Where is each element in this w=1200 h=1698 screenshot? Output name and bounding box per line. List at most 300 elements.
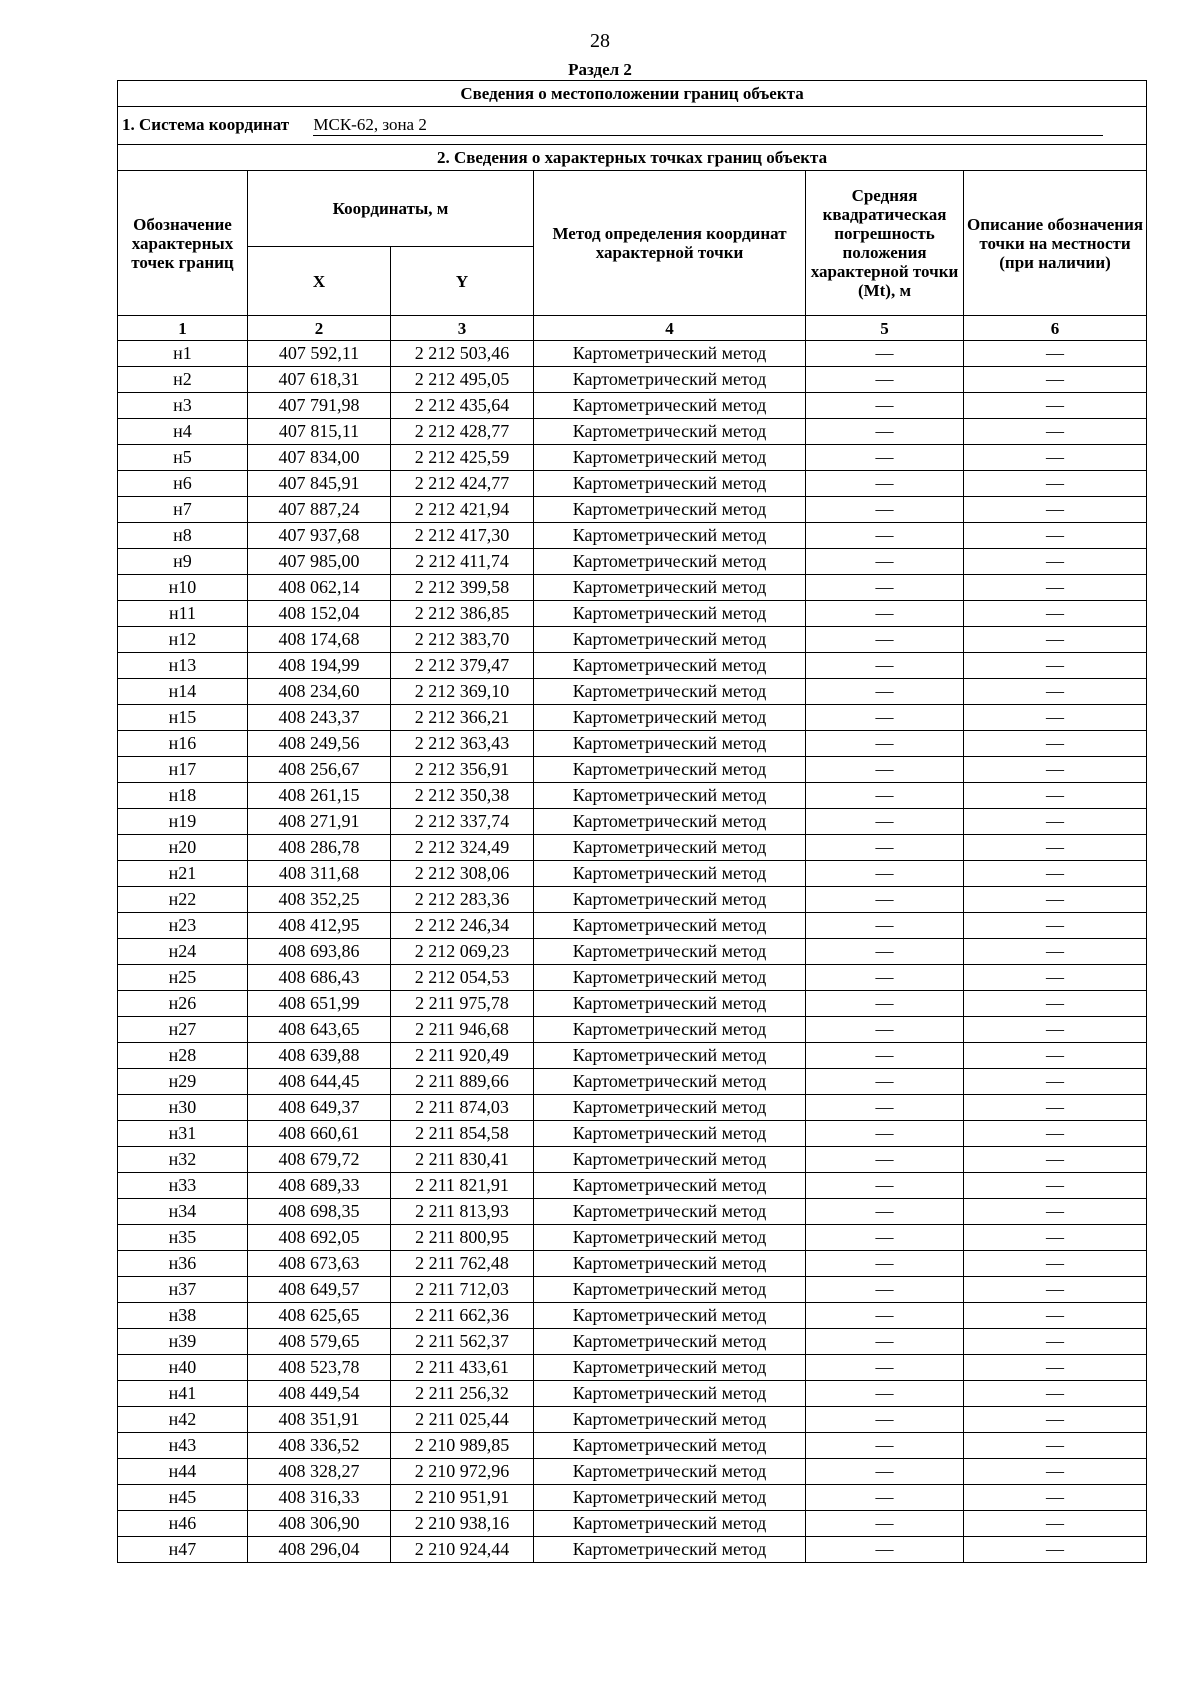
table-row: [118, 1121, 1147, 1147]
table-row: [118, 367, 1147, 393]
y-coordinate-cell: 2 212 283,36: [391, 887, 534, 913]
error-cell: —: [806, 445, 964, 471]
error-cell: —: [806, 835, 964, 861]
error-cell: —: [806, 1303, 964, 1329]
page-number: 28: [590, 30, 610, 52]
points-title-row: [118, 145, 1147, 171]
method-cell: Картометрический метод: [534, 861, 806, 887]
error-cell: —: [806, 913, 964, 939]
x-coordinate-cell: 407 985,00: [248, 549, 391, 575]
description-cell: —: [964, 705, 1147, 731]
table-row: [118, 939, 1147, 965]
table-row: [118, 705, 1147, 731]
point-id-cell: н37: [118, 1277, 248, 1303]
description-cell: —: [964, 575, 1147, 601]
error-cell: —: [806, 1199, 964, 1225]
error-cell: —: [806, 783, 964, 809]
header-method: Метод определения координат характерной точки: [534, 171, 806, 316]
method-cell: Картометрический метод: [534, 471, 806, 497]
method-cell: Картометрический метод: [534, 627, 806, 653]
error-cell: —: [806, 341, 964, 367]
x-coordinate-cell: 408 673,63: [248, 1251, 391, 1277]
column-number: 4: [534, 316, 806, 341]
method-cell: Картометрический метод: [534, 1095, 806, 1121]
y-coordinate-cell: 2 212 383,70: [391, 627, 534, 653]
point-id-cell: н32: [118, 1147, 248, 1173]
y-coordinate-cell: 2 212 503,46: [391, 341, 534, 367]
description-cell: —: [964, 757, 1147, 783]
y-coordinate-cell: 2 211 762,48: [391, 1251, 534, 1277]
error-cell: —: [806, 627, 964, 653]
table-row: [118, 1511, 1147, 1537]
y-coordinate-cell: 2 212 308,06: [391, 861, 534, 887]
y-coordinate-cell: 2 212 366,21: [391, 705, 534, 731]
y-coordinate-cell: 2 212 054,53: [391, 965, 534, 991]
description-cell: —: [964, 939, 1147, 965]
y-coordinate-cell: 2 211 256,32: [391, 1381, 534, 1407]
y-coordinate-cell: 2 211 854,58: [391, 1121, 534, 1147]
table-row: [118, 549, 1147, 575]
method-cell: Картометрический метод: [534, 757, 806, 783]
error-cell: —: [806, 393, 964, 419]
coordinate-system-label: 1. Система координат: [122, 114, 290, 134]
method-cell: Картометрический метод: [534, 1017, 806, 1043]
table-row: [118, 731, 1147, 757]
method-cell: Картометрический метод: [534, 1147, 806, 1173]
point-id-cell: н45: [118, 1485, 248, 1511]
x-coordinate-cell: 408 651,99: [248, 991, 391, 1017]
point-id-cell: н41: [118, 1381, 248, 1407]
x-coordinate-cell: 408 336,52: [248, 1433, 391, 1459]
point-id-cell: н11: [118, 601, 248, 627]
point-id-cell: н40: [118, 1355, 248, 1381]
error-cell: —: [806, 1485, 964, 1511]
point-id-cell: н3: [118, 393, 248, 419]
error-cell: —: [806, 1095, 964, 1121]
table-row: [118, 1225, 1147, 1251]
method-cell: Картометрический метод: [534, 601, 806, 627]
header-coordinates: Координаты, м: [248, 171, 534, 247]
point-id-cell: н38: [118, 1303, 248, 1329]
description-cell: —: [964, 1173, 1147, 1199]
description-cell: —: [964, 393, 1147, 419]
x-coordinate-cell: 408 449,54: [248, 1381, 391, 1407]
description-cell: —: [964, 1199, 1147, 1225]
y-coordinate-cell: 2 212 246,34: [391, 913, 534, 939]
y-coordinate-cell: 2 210 951,91: [391, 1485, 534, 1511]
description-cell: —: [964, 835, 1147, 861]
method-cell: Картометрический метод: [534, 1459, 806, 1485]
table-row: [118, 1433, 1147, 1459]
y-coordinate-cell: 2 212 324,49: [391, 835, 534, 861]
point-id-cell: н21: [118, 861, 248, 887]
y-coordinate-cell: 2 212 356,91: [391, 757, 534, 783]
table-row: [118, 887, 1147, 913]
table-row: [118, 1485, 1147, 1511]
description-cell: —: [964, 1329, 1147, 1355]
method-cell: Картометрический метод: [534, 1537, 806, 1563]
y-coordinate-cell: 2 210 989,85: [391, 1433, 534, 1459]
y-coordinate-cell: 2 212 369,10: [391, 679, 534, 705]
x-coordinate-cell: 408 152,04: [248, 601, 391, 627]
column-number-row: [118, 316, 1147, 341]
table-row: [118, 965, 1147, 991]
point-id-cell: н35: [118, 1225, 248, 1251]
description-cell: —: [964, 1537, 1147, 1563]
description-cell: —: [964, 471, 1147, 497]
x-coordinate-cell: 408 643,65: [248, 1017, 391, 1043]
x-coordinate-cell: 408 234,60: [248, 679, 391, 705]
method-cell: Картометрический метод: [534, 991, 806, 1017]
error-cell: —: [806, 601, 964, 627]
method-cell: Картометрический метод: [534, 939, 806, 965]
description-cell: —: [964, 627, 1147, 653]
error-cell: —: [806, 1433, 964, 1459]
description-cell: —: [964, 1303, 1147, 1329]
column-number: 5: [806, 316, 964, 341]
point-id-cell: н13: [118, 653, 248, 679]
description-cell: —: [964, 861, 1147, 887]
error-cell: —: [806, 1381, 964, 1407]
method-cell: Картометрический метод: [534, 1381, 806, 1407]
description-cell: —: [964, 991, 1147, 1017]
y-coordinate-cell: 2 211 712,03: [391, 1277, 534, 1303]
error-cell: —: [806, 705, 964, 731]
error-cell: —: [806, 1017, 964, 1043]
y-coordinate-cell: 2 212 379,47: [391, 653, 534, 679]
x-coordinate-cell: 408 660,61: [248, 1121, 391, 1147]
method-cell: Картометрический метод: [534, 1173, 806, 1199]
table-row: [118, 1147, 1147, 1173]
point-id-cell: н46: [118, 1511, 248, 1537]
description-cell: —: [964, 965, 1147, 991]
method-cell: Картометрический метод: [534, 1277, 806, 1303]
description-cell: —: [964, 523, 1147, 549]
y-coordinate-cell: 2 210 938,16: [391, 1511, 534, 1537]
x-coordinate-cell: 407 592,11: [248, 341, 391, 367]
method-cell: Картометрический метод: [534, 1407, 806, 1433]
point-id-cell: н22: [118, 887, 248, 913]
method-cell: Картометрический метод: [534, 1329, 806, 1355]
y-coordinate-cell: 2 212 363,43: [391, 731, 534, 757]
x-coordinate-cell: 408 679,72: [248, 1147, 391, 1173]
table-row: [118, 419, 1147, 445]
x-coordinate-cell: 407 815,11: [248, 419, 391, 445]
method-cell: Картометрический метод: [534, 341, 806, 367]
column-number: 1: [118, 316, 248, 341]
y-coordinate-cell: 2 212 399,58: [391, 575, 534, 601]
method-cell: Картометрический метод: [534, 367, 806, 393]
error-cell: —: [806, 575, 964, 601]
table-row: [118, 1095, 1147, 1121]
error-cell: —: [806, 939, 964, 965]
section-label: Раздел 2: [568, 60, 632, 79]
header-designation: Обозначение характерных точек границ: [118, 171, 248, 316]
table-row: [118, 1043, 1147, 1069]
y-coordinate-cell: 2 211 830,41: [391, 1147, 534, 1173]
y-coordinate-cell: 2 211 889,66: [391, 1069, 534, 1095]
y-coordinate-cell: 2 211 662,36: [391, 1303, 534, 1329]
point-id-cell: н6: [118, 471, 248, 497]
description-cell: —: [964, 1459, 1147, 1485]
y-coordinate-cell: 2 211 025,44: [391, 1407, 534, 1433]
method-cell: Картометрический метод: [534, 1043, 806, 1069]
column-number: 6: [964, 316, 1147, 341]
x-coordinate-cell: 408 316,33: [248, 1485, 391, 1511]
table-row: [118, 627, 1147, 653]
header-row-1: [118, 171, 1147, 247]
description-cell: —: [964, 1381, 1147, 1407]
description-cell: —: [964, 887, 1147, 913]
point-id-cell: н28: [118, 1043, 248, 1069]
point-id-cell: н2: [118, 367, 248, 393]
table-row: [118, 809, 1147, 835]
error-cell: —: [806, 991, 964, 1017]
error-cell: —: [806, 1069, 964, 1095]
table-row: [118, 1407, 1147, 1433]
point-id-cell: н16: [118, 731, 248, 757]
description-cell: —: [964, 1251, 1147, 1277]
boundary-points-table: [117, 80, 1147, 1563]
table-row: [118, 471, 1147, 497]
table-row: [118, 523, 1147, 549]
x-coordinate-cell: 408 686,43: [248, 965, 391, 991]
point-id-cell: н17: [118, 757, 248, 783]
point-id-cell: н5: [118, 445, 248, 471]
point-id-cell: н8: [118, 523, 248, 549]
description-cell: —: [964, 1069, 1147, 1095]
method-cell: Картометрический метод: [534, 1485, 806, 1511]
method-cell: Картометрический метод: [534, 1511, 806, 1537]
error-cell: —: [806, 887, 964, 913]
description-cell: —: [964, 731, 1147, 757]
point-id-cell: н34: [118, 1199, 248, 1225]
error-cell: —: [806, 679, 964, 705]
point-id-cell: н14: [118, 679, 248, 705]
table-row: [118, 679, 1147, 705]
table-row: [118, 601, 1147, 627]
error-cell: —: [806, 1537, 964, 1563]
table-row: [118, 1381, 1147, 1407]
coordinate-system-cell: [118, 107, 1147, 145]
point-id-cell: н20: [118, 835, 248, 861]
point-id-cell: н30: [118, 1095, 248, 1121]
point-id-cell: н9: [118, 549, 248, 575]
method-cell: Картометрический метод: [534, 575, 806, 601]
x-coordinate-cell: 408 194,99: [248, 653, 391, 679]
method-cell: Картометрический метод: [534, 783, 806, 809]
method-cell: Картометрический метод: [534, 705, 806, 731]
y-coordinate-cell: 2 212 425,59: [391, 445, 534, 471]
error-cell: —: [806, 757, 964, 783]
x-coordinate-cell: 408 644,45: [248, 1069, 391, 1095]
y-coordinate-cell: 2 212 435,64: [391, 393, 534, 419]
error-cell: —: [806, 1225, 964, 1251]
point-id-cell: н29: [118, 1069, 248, 1095]
y-coordinate-cell: 2 211 920,49: [391, 1043, 534, 1069]
x-coordinate-cell: 408 256,67: [248, 757, 391, 783]
table-row: [118, 1017, 1147, 1043]
description-cell: —: [964, 601, 1147, 627]
description-cell: —: [964, 1485, 1147, 1511]
y-coordinate-cell: 2 212 421,94: [391, 497, 534, 523]
y-coordinate-cell: 2 210 924,44: [391, 1537, 534, 1563]
description-cell: —: [964, 1433, 1147, 1459]
header-description: Описание обозначения точки на местности (при наличии): [964, 171, 1147, 316]
point-id-cell: н27: [118, 1017, 248, 1043]
error-cell: —: [806, 861, 964, 887]
error-cell: —: [806, 497, 964, 523]
table-title: Сведения о местоположении границ объекта: [118, 81, 1147, 107]
description-cell: —: [964, 913, 1147, 939]
y-coordinate-cell: 2 212 411,74: [391, 549, 534, 575]
table-row: [118, 913, 1147, 939]
y-coordinate-cell: 2 212 386,85: [391, 601, 534, 627]
point-id-cell: н36: [118, 1251, 248, 1277]
column-number: 3: [391, 316, 534, 341]
point-id-cell: н39: [118, 1329, 248, 1355]
table-row: [118, 1069, 1147, 1095]
description-cell: —: [964, 1017, 1147, 1043]
error-cell: —: [806, 471, 964, 497]
error-cell: —: [806, 731, 964, 757]
y-coordinate-cell: 2 211 946,68: [391, 1017, 534, 1043]
y-coordinate-cell: 2 210 972,96: [391, 1459, 534, 1485]
x-coordinate-cell: 408 306,90: [248, 1511, 391, 1537]
error-cell: —: [806, 367, 964, 393]
x-coordinate-cell: 408 625,65: [248, 1303, 391, 1329]
error-cell: —: [806, 1511, 964, 1537]
description-cell: —: [964, 367, 1147, 393]
table-row: [118, 341, 1147, 367]
description-cell: —: [964, 1095, 1147, 1121]
method-cell: Картометрический метод: [534, 653, 806, 679]
x-coordinate-cell: 408 649,37: [248, 1095, 391, 1121]
point-id-cell: н44: [118, 1459, 248, 1485]
point-id-cell: н1: [118, 341, 248, 367]
method-cell: Картометрический метод: [534, 809, 806, 835]
description-cell: —: [964, 653, 1147, 679]
error-cell: —: [806, 1459, 964, 1485]
description-cell: —: [964, 1277, 1147, 1303]
error-cell: —: [806, 1355, 964, 1381]
x-coordinate-cell: 408 296,04: [248, 1537, 391, 1563]
table-row: [118, 1329, 1147, 1355]
description-cell: —: [964, 809, 1147, 835]
error-cell: —: [806, 653, 964, 679]
x-coordinate-cell: 408 062,14: [248, 575, 391, 601]
y-coordinate-cell: 2 212 424,77: [391, 471, 534, 497]
error-cell: —: [806, 419, 964, 445]
y-coordinate-cell: 2 211 821,91: [391, 1173, 534, 1199]
method-cell: Картометрический метод: [534, 1069, 806, 1095]
header-y: Y: [391, 247, 534, 316]
y-coordinate-cell: 2 212 337,74: [391, 809, 534, 835]
description-cell: —: [964, 1511, 1147, 1537]
method-cell: Картометрический метод: [534, 1199, 806, 1225]
description-cell: —: [964, 1121, 1147, 1147]
error-cell: —: [806, 1407, 964, 1433]
method-cell: Картометрический метод: [534, 679, 806, 705]
x-coordinate-cell: 407 845,91: [248, 471, 391, 497]
x-coordinate-cell: 408 351,91: [248, 1407, 391, 1433]
x-coordinate-cell: 408 261,15: [248, 783, 391, 809]
description-cell: —: [964, 445, 1147, 471]
point-id-cell: н31: [118, 1121, 248, 1147]
point-id-cell: н42: [118, 1407, 248, 1433]
x-coordinate-cell: 407 834,00: [248, 445, 391, 471]
description-cell: —: [964, 419, 1147, 445]
table-row: [118, 1459, 1147, 1485]
point-id-cell: н7: [118, 497, 248, 523]
y-coordinate-cell: 2 212 428,77: [391, 419, 534, 445]
method-cell: Картометрический метод: [534, 1225, 806, 1251]
y-coordinate-cell: 2 211 874,03: [391, 1095, 534, 1121]
x-coordinate-cell: 408 649,57: [248, 1277, 391, 1303]
coordinate-system-value: МСК-62, зона 2: [313, 115, 1103, 136]
y-coordinate-cell: 2 212 069,23: [391, 939, 534, 965]
table-row: [118, 861, 1147, 887]
point-id-cell: н47: [118, 1537, 248, 1563]
method-cell: Картометрический метод: [534, 965, 806, 991]
table-row: [118, 393, 1147, 419]
table-row: [118, 1355, 1147, 1381]
point-id-cell: н23: [118, 913, 248, 939]
error-cell: —: [806, 1147, 964, 1173]
points-title: 2. Сведения о характерных точках границ объекта: [118, 145, 1147, 171]
y-coordinate-cell: 2 211 562,37: [391, 1329, 534, 1355]
y-coordinate-cell: 2 211 800,95: [391, 1225, 534, 1251]
method-cell: Картометрический метод: [534, 419, 806, 445]
table-row: [118, 1537, 1147, 1563]
point-id-cell: н33: [118, 1173, 248, 1199]
method-cell: Картометрический метод: [534, 731, 806, 757]
description-cell: —: [964, 1225, 1147, 1251]
description-cell: —: [964, 1147, 1147, 1173]
method-cell: Картометрический метод: [534, 549, 806, 575]
method-cell: Картометрический метод: [534, 913, 806, 939]
x-coordinate-cell: 408 689,33: [248, 1173, 391, 1199]
method-cell: Картометрический метод: [534, 887, 806, 913]
x-coordinate-cell: 408 352,25: [248, 887, 391, 913]
table-row: [118, 1251, 1147, 1277]
x-coordinate-cell: 408 579,65: [248, 1329, 391, 1355]
error-cell: —: [806, 1121, 964, 1147]
point-id-cell: н18: [118, 783, 248, 809]
y-coordinate-cell: 2 212 350,38: [391, 783, 534, 809]
method-cell: Картометрический метод: [534, 1121, 806, 1147]
point-id-cell: н24: [118, 939, 248, 965]
column-number: 2: [248, 316, 391, 341]
description-cell: —: [964, 341, 1147, 367]
method-cell: Картометрический метод: [534, 497, 806, 523]
point-id-cell: н4: [118, 419, 248, 445]
x-coordinate-cell: 408 174,68: [248, 627, 391, 653]
description-cell: —: [964, 1407, 1147, 1433]
x-coordinate-cell: 408 249,56: [248, 731, 391, 757]
method-cell: Картометрический метод: [534, 523, 806, 549]
error-cell: —: [806, 1277, 964, 1303]
table-row: [118, 757, 1147, 783]
x-coordinate-cell: 407 791,98: [248, 393, 391, 419]
error-cell: —: [806, 523, 964, 549]
y-coordinate-cell: 2 212 417,30: [391, 523, 534, 549]
table-row: [118, 783, 1147, 809]
description-cell: —: [964, 1043, 1147, 1069]
point-id-cell: н15: [118, 705, 248, 731]
description-cell: —: [964, 497, 1147, 523]
point-id-cell: н19: [118, 809, 248, 835]
